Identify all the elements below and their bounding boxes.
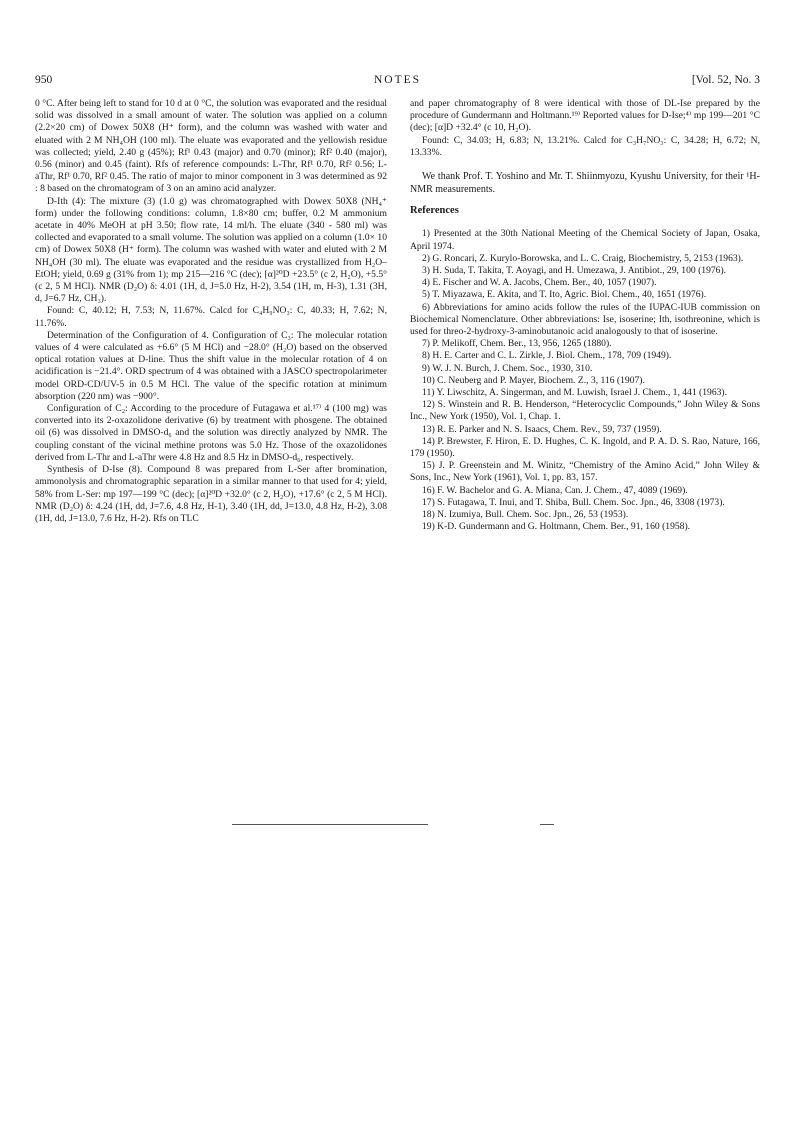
- end-rule-short: [540, 824, 554, 825]
- configuration-c2-paragraph: Configuration of C₂: According to the procedure of Futagawa et al.¹⁷⁾ 4 (100 mg) was converted into its 2-oxazolidone derivative (6) by treatment with phosgene. The obtained oil (6) was dissolved in DMSO-d₆ and the solution was directly analyzed by NMR. The coupling constant of the vicinal methine protons was 5.0 Hz. Those of the oxazolidones derived from L-Thr and L-aThr were 4.8 Hz and 8.5 Hz in DMSO-d₆, respectively.: [35, 403, 387, 463]
- reference-item: 4) E. Fischer and W. A. Jacobs, Chem. Ber., 40, 1057 (1907).: [422, 277, 657, 289]
- reference-item: 14) P. Brewster, F. Hiron, E. D. Hughes, C. K. Ingold, and P. A. D. S. Rao, Nature, 166, 179 (1950).: [410, 435, 760, 460]
- procedure-paragraph: 0 °C. After being left to stand for 10 d at 0 °C, the solution was evaporated and the residual solid was dissolved in a small amount of water. The solution was applied on a column (2.2×20 cm) of Dowex 50X8 (H⁺ form), and the column was washed with water and eluated with 2 M NH₄OH (100 ml). The eluate was evaporated and the yellowish residue was collected; yield, 2.40 g (45%); Rf¹ 0.43 (major) and 0.70 (minor); Rf² 0.40 (major), 0.56 (minor) and 0.45 (faint). Rfs of reference compounds: L-Thr, Rf¹ 0.70, Rf² 0.56; L-aThr, Rf¹ 0.70, Rf² 0.45. The ratio of major to minor component in 3 was determined as 92 : 8 based on the chromatogram of 3 on an amino acid analyzer.: [35, 98, 387, 195]
- reference-item: 1) Presented at the 30th National Meeting of the Chemical Society of Japan, Osaka, April 1974.: [410, 228, 760, 252]
- end-rule: [232, 824, 428, 825]
- references-heading: References: [410, 205, 459, 217]
- reference-list: [410, 228, 760, 533]
- reference-item: 5) T. Miyazawa, E. Akita, and T. Ito, Agric. Biol. Chem., 40, 1651 (1976).: [422, 289, 707, 301]
- reference-item: 16) F. W. Bachelor and G. A. Miana, Can. J. Chem., 47, 4089 (1969).: [422, 484, 688, 496]
- reference-item: 11) Y. Liwschitz, A. Singerman, and M. Luwish, Israel J. Chem., 1, 441 (1963).: [422, 387, 728, 399]
- reference-item: 2) G. Roncari, Z. Kurylo-Borowska, and L. C. Craig, Biochemistry, 5, 2153 (1963).: [422, 252, 744, 264]
- journal-volume: [Vol. 52, No. 3: [691, 74, 760, 86]
- reference-item: 9) W. J. N. Burch, J. Chem. Soc., 1930, 310.: [422, 362, 593, 374]
- elemental-analysis: Found: C, 40.12; H, 7.53; N, 11.67%. Calcd for C₄H₉NO₃: C, 40.33; H, 7.62; N, 11.76%.: [35, 305, 387, 329]
- reference-item: 8) H. E. Carter and C. L. Zirkle, J. Biol. Chem., 178, 709 (1949).: [422, 350, 672, 362]
- reference-item: 17) S. Futagawa, T. Inui, and T. Shiba, Bull. Chem. Soc. Jpn., 46, 3308 (1973).: [422, 496, 725, 508]
- running-title: NOTES: [373, 74, 422, 86]
- reference-item: 15) J. P. Greenstein and M. Winitz, “Chemistry of the Amino Acid,” John Wiley & Sons, Inc., New York (1961), Vol. 1, pp. 83, 157.: [410, 460, 760, 484]
- elemental-analysis: Found: C, 34.03; H, 6.83; N, 13.21%. Calcd for C₃H₇NO₃: C, 34.28; H, 6.72; N, 13.33%.: [410, 134, 760, 158]
- page-header: [35, 74, 760, 90]
- acknowledgement: We thank Prof. T. Yoshino and Mr. T. Shiinmyozu, Kyushu University, for their ¹H-NMR measurements.: [410, 171, 760, 195]
- left-column: [35, 98, 387, 525]
- reference-item: 6) Abbreviations for amino acids follow the rules of the IUPAC-IUB commission on Biochemical Nomenclature. Other abbreviations: Ise, isoserine; Ith, isothreonine, which is used for threo-2-hydroxy-3-aminobutanoic acid analogously to that of isoserine.: [410, 301, 760, 338]
- reference-item: 13) R. E. Parker and N. S. Isaacs, Chem. Rev., 59, 737 (1959).: [422, 423, 662, 435]
- reference-item: 19) K-D. Gundermann and G. Holtmann, Chem. Ber., 91, 160 (1958).: [422, 521, 691, 533]
- reference-item: 7) P. Melikoff, Chem. Ber., 13, 956, 1265 (1880).: [422, 338, 612, 350]
- configuration-c3-paragraph: Determination of the Configuration of 4. Configuration of C₃: The molecular rotation values of 4 were calculated as +6.6° (5 M HCl) and −28.0° (H₂O) based on the observed optical rotation values at D-line. Thus the shift value in the molecular rotation of 4 on acidification is −21.4°. ORD spectrum of 4 was obtained with a JASCO spectropolarimeter model ORD-CD/UV-5 in 0.5 M HCl. The value of the specific rotation at minimum absorption (220 nm) was −900°.: [35, 329, 387, 402]
- synthesis-paragraph: Synthesis of D-Ise (8). Compound 8 was prepared from L-Ser after bromination, ammonolysis and chromatographic separation in a similar manner to that used for 4; yield, 58% from L-Ser: mp 197—199 °C (dec); [α]²⁰D +32.0° (c 2, H₂O), +17.6° (c 2, 5 M HCl). NMR (D₂O) δ: 4.24 (1H, dd, J=7.6, 4.8 Hz, H-1), 3.40 (1H, dd, J=13.0, 4.8 Hz, H-2), 3.08 (1H, dd, J=13.0, 7.6 Hz, H-2). Rfs on TLC: [35, 464, 387, 524]
- reference-item: 12) S. Winstein and R. B. Henderson, “Heterocyclic Compounds,” John Wiley & Sons Inc., New York (1950), Vol. 1, Chap. 1.: [410, 399, 760, 423]
- reference-item: 18) N. Izumiya, Bull. Chem. Soc. Jpn., 26, 53 (1953).: [422, 509, 629, 521]
- ith-paragraph: D-Ith (4): The mixture (3) (1.0 g) was chromatographed with Dowex 50X8 (NH₄⁺ form) under the following conditions: column, 1.8×80 cm; buffer, 0.2 M ammonium acetate in 40% MeOH at pH 3.50; flow rate, 14 ml/h. The eluate (340 - 580 ml) was collected and evaporated to a small volume. The solution was applied on a column (1.0× 10 cm) of Dowex 50X8 (H⁺ form). The column was washed with water and eluted with 2 M NH₄OH (30 ml). The eluate was evaporated and the residue was crystallized from H₂O–EtOH; yield, 0.69 g (31% from 1); mp 215—216 °C (dec); [α]²⁰D +23.5° (c 2, H₂O), +5.5° (c 2, 5 M HCl). NMR (D₂O) δ: 4.01 (1H, d, J=5.0 Hz, H-2), 3.54 (1H, m, H-3), 1.31 (3H, d, J=6.7 Hz, CH₃).: [35, 195, 387, 305]
- continuation-paragraph: and paper chromatography of 8 were identical with those of DL-Ise prepared by the procedure of Gundermann and Holtmann.¹⁹⁾ Reported values for D-Ise;⁴⁾ mp 199—201 °C (dec); [α]D +32.4° (c 10, H₂O).: [410, 98, 760, 134]
- reference-item: 3) H. Suda, T. Takita, T. Aoyagi, and H. Umezawa, J. Antibiot., 29, 100 (1976).: [422, 265, 727, 277]
- page-number: 950: [35, 74, 53, 86]
- right-column: [410, 98, 760, 533]
- reference-item: 10) C. Neuberg and P. Mayer, Biochem. Z., 3, 116 (1907).: [422, 374, 645, 386]
